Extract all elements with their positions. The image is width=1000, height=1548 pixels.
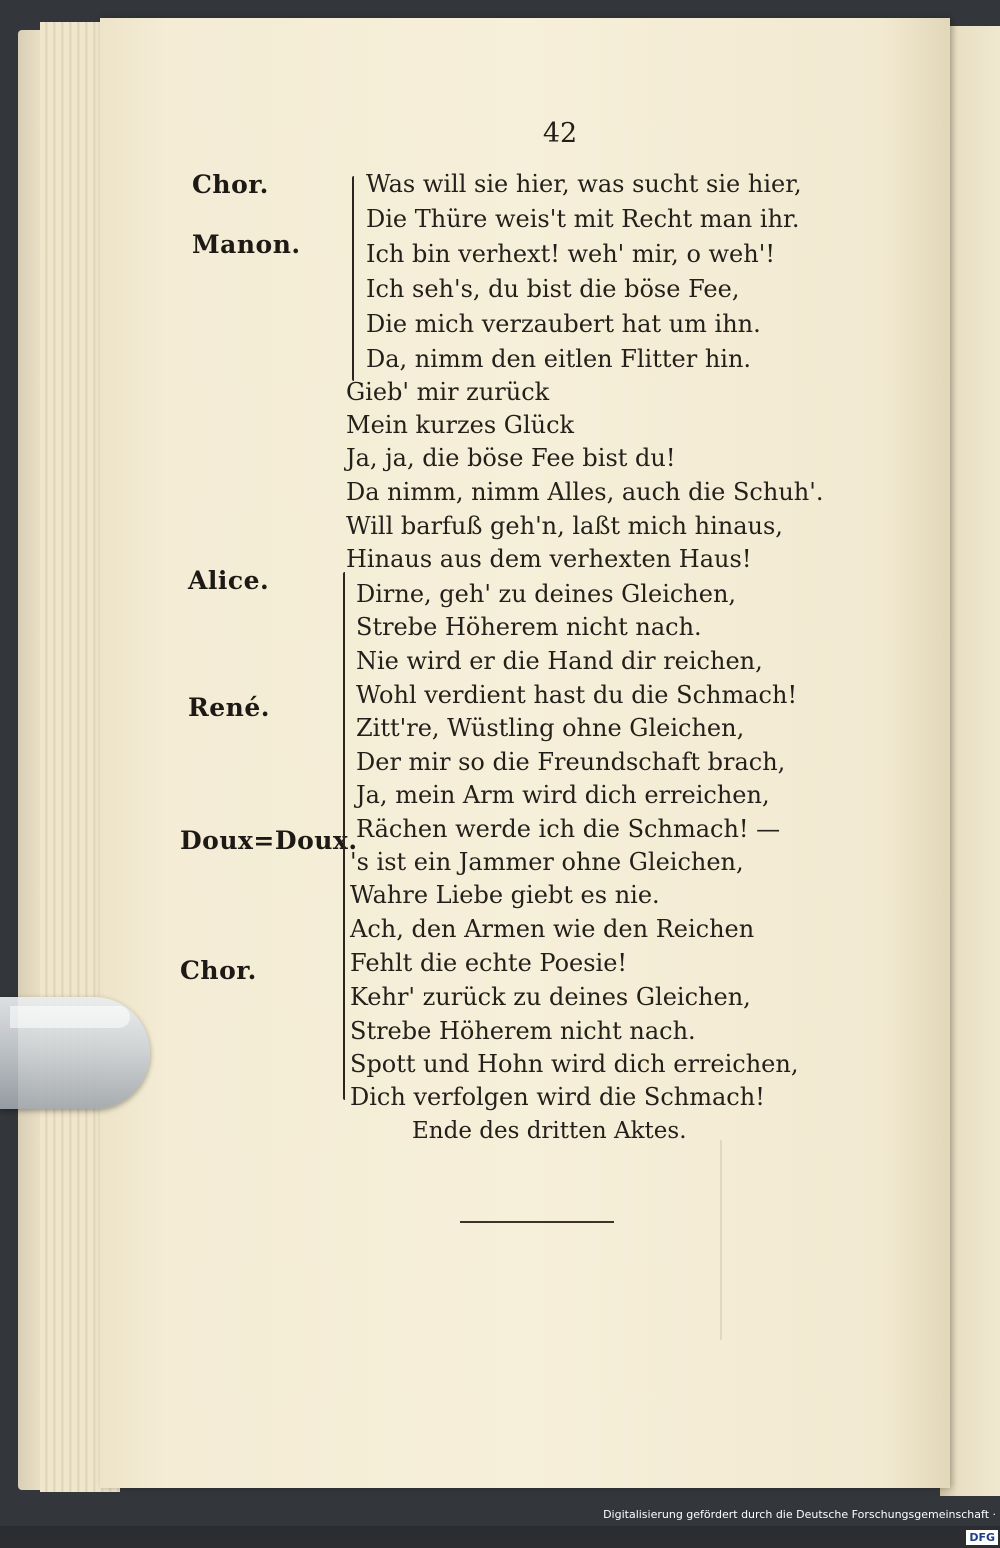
dfg-logo: DFG (966, 1530, 998, 1545)
bleed-through-mark (720, 1140, 722, 1340)
verse-line: Ich seh's, du bist die böse Fee, (366, 275, 740, 303)
verse-line: Dirne, geh' zu deines Gleichen, (356, 580, 737, 608)
verse-line: Mein kurzes Glück (346, 411, 575, 439)
brace-ensemble (343, 572, 345, 1100)
verse-line: Will barfuß geh'n, laßt mich hinaus, (346, 512, 783, 540)
closing-rule (460, 1221, 614, 1223)
speaker-label: Alice. (188, 566, 270, 595)
verse-line: Ich bin verhext! weh' mir, o weh'! (366, 240, 775, 268)
verse-line: Da, nimm den eitlen Flitter hin. (366, 345, 752, 373)
verse-line: Die mich verzaubert hat um ihn. (366, 310, 761, 338)
speaker-label: René. (188, 693, 270, 722)
verse-line: Strebe Höherem nicht nach. (350, 1017, 696, 1045)
brace-chor-manon (352, 176, 354, 381)
verse-line: Rächen werde ich die Schmach! — (356, 815, 781, 843)
footer-credit: Digitalisierung gefördert durch die Deutsche Forschungsgemeinschaft · (603, 1508, 996, 1521)
verse-line: Ja, mein Arm wird dich erreichen, (356, 781, 770, 809)
verse-line: Ach, den Armen wie den Reichen (350, 915, 755, 943)
verse-line: Spott und Hohn wird dich erreichen, (350, 1050, 799, 1078)
verse-line: Ja, ja, die böse Fee bist du! (346, 444, 676, 472)
verse-line: Nie wird er die Hand dir reichen, (356, 647, 763, 675)
speaker-label: Doux=Doux. (180, 826, 358, 855)
verse-line: Kehr' zurück zu deines Gleichen, (350, 983, 751, 1011)
end-of-act: Ende des dritten Aktes. (412, 1118, 687, 1144)
verse-line: Wohl verdient hast du die Schmach! (356, 681, 798, 709)
speaker-label: Manon. (192, 230, 301, 259)
verse-line: Da nimm, nimm Alles, auch die Schuh'. (346, 478, 824, 506)
verse-line: Strebe Höherem nicht nach. (356, 613, 702, 641)
footer (600, 1504, 1000, 1544)
speaker-label: Chor. (180, 956, 257, 985)
page-number: 42 (542, 118, 578, 149)
verse-line: Dich verfolgen wird die Schmach! (350, 1083, 765, 1111)
verse-line: Wahre Liebe giebt es nie. (350, 881, 660, 909)
verse-line: Der mir so die Freundschaft brach, (356, 748, 786, 776)
verse-line: 's ist ein Jammer ohne Gleichen, (350, 848, 744, 876)
verse-line: Was will sie hier, was sucht sie hier, (366, 170, 802, 198)
verse-line: Die Thüre weis't mit Recht man ihr. (366, 205, 800, 233)
speaker-label: Chor. (192, 170, 269, 199)
verse-line: Fehlt die echte Poesie! (350, 949, 628, 977)
verse-line: Gieb' mir zurück (346, 378, 550, 406)
verse-line: Hinaus aus dem verhexten Haus! (346, 545, 752, 573)
page-clip-highlight (10, 1006, 130, 1028)
verse-line: Zitt're, Wüstling ohne Gleichen, (356, 714, 745, 742)
